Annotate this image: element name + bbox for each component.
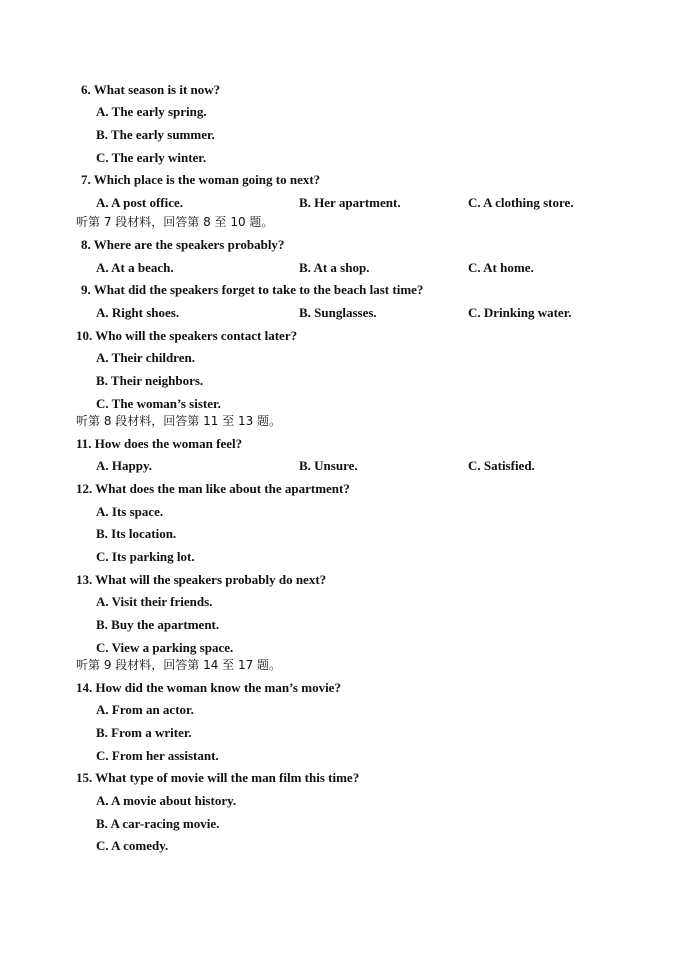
q7-option-a: A. A post office. [96,195,184,210]
q15-option-c: C. A comedy. [96,838,169,853]
q7-option-c: C. A clothing store. [468,195,574,210]
q6-option-c: C. The early winter. [96,150,207,165]
question-10: 10. Who will the speakers contact later? [76,328,298,343]
question-14: 14. How did the woman know the man’s movie? [76,680,341,695]
q14-option-b: B. From a writer. [96,725,192,740]
q13-option-c: C. View a parking space. [96,640,234,655]
q11-option-c: C. Satisfied. [468,458,535,473]
q11-option-b: B. Unsure. [299,458,358,473]
q9-option-a: A. Right shoes. [96,305,180,320]
q12-option-a: A. Its space. [96,504,164,519]
q14-option-a: A. From an actor. [96,702,194,717]
q12-option-c: C. Its parking lot. [96,549,195,564]
q13-option-b: B. Buy the apartment. [96,617,220,632]
question-15: 15. What type of movie will the man film this time? [76,770,360,785]
q12-option-b: B. Its location. [96,526,177,541]
q10-option-b: B. Their neighbors. [96,373,204,388]
q6-option-b: B. The early summer. [96,127,215,142]
question-13: 13. What will the speakers probably do next? [76,572,327,587]
q10-option-c: C. The woman’s sister. [96,396,221,411]
q15-option-b: B. A car-racing movie. [96,816,220,831]
section-8-instruction: 听第 8 段材料，回答第 11 至 13 题。 [76,414,282,428]
question-9: 9. What did the speakers forget to take to the beach last time? [81,282,424,297]
question-6: 6. What season is it now? [81,82,221,97]
q13-option-a: A. Visit their friends. [96,594,213,609]
question-12: 12. What does the man like about the apartment? [76,481,350,496]
q15-option-a: A. A movie about history. [96,793,237,808]
section-7-instruction: 听第 7 段材料，回答第 8 至 10 题。 [76,215,274,229]
q8-option-c: C. At home. [468,260,534,275]
q9-option-c: C. Drinking water. [468,305,572,320]
question-8: 8. Where are the speakers probably? [81,237,285,252]
q8-option-a: A. At a beach. [96,260,174,275]
q6-option-a: A. The early spring. [96,104,207,119]
q10-option-a: A. Their children. [96,350,195,365]
section-9-instruction: 听第 9 段材料，回答第 14 至 17 题。 [76,658,282,672]
q11-option-a: A. Happy. [96,458,152,473]
q8-option-b: B. At a shop. [299,260,370,275]
q9-option-b: B. Sunglasses. [299,305,377,320]
question-7: 7. Which place is the woman going to next? [81,172,321,187]
q14-option-c: C. From her assistant. [96,748,219,763]
question-11: 11. How does the woman feel? [76,436,243,451]
q7-option-b: B. Her apartment. [299,195,401,210]
